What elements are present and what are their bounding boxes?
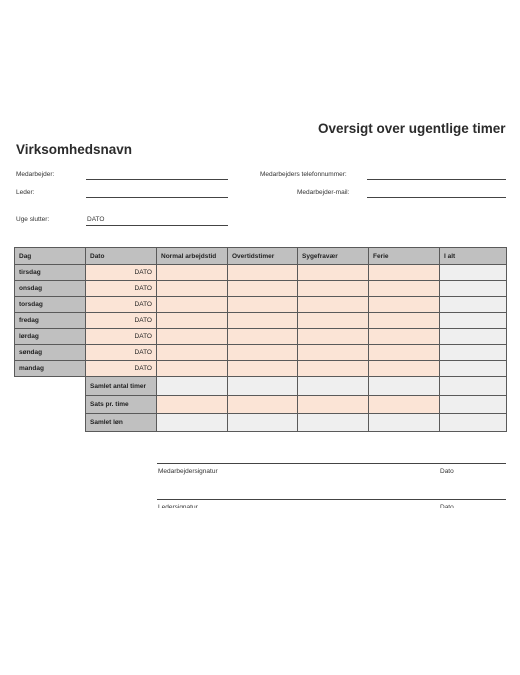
total-overtime-cell <box>228 377 298 396</box>
manager-signature-line[interactable] <box>157 499 506 500</box>
document-title: Oversigt over ugentlige timer <box>318 121 506 136</box>
total-cell <box>440 345 507 361</box>
regular-hours-cell[interactable] <box>157 265 228 281</box>
vacation-cell[interactable] <box>369 361 440 377</box>
total-vacation-cell <box>369 377 440 396</box>
grand-total-hours-cell <box>440 377 507 396</box>
col-header-day: Dag <box>15 248 86 265</box>
total-cell <box>440 361 507 377</box>
col-header-regular: Normal arbejdstid <box>157 248 228 265</box>
vacation-cell[interactable] <box>369 281 440 297</box>
pay-vacation-cell <box>369 414 440 432</box>
sick-cell[interactable] <box>298 345 369 361</box>
overtime-cell[interactable] <box>228 313 298 329</box>
date-cell[interactable]: DATO <box>86 313 157 329</box>
regular-hours-cell[interactable] <box>157 329 228 345</box>
vacation-cell[interactable] <box>369 345 440 361</box>
col-header-date: Dato <box>86 248 157 265</box>
timesheet-table <box>14 247 507 432</box>
page-cutoff-area <box>0 508 520 675</box>
overtime-cell[interactable] <box>228 329 298 345</box>
manager-field[interactable] <box>86 197 228 198</box>
employee-signature-line[interactable] <box>157 463 506 464</box>
rate-vacation-cell[interactable] <box>369 396 440 414</box>
overtime-cell[interactable] <box>228 345 298 361</box>
week-ending-field[interactable] <box>86 225 228 226</box>
regular-hours-cell[interactable] <box>157 361 228 377</box>
date-cell[interactable]: DATO <box>86 345 157 361</box>
table-row <box>15 313 507 329</box>
total-hours-label: Samlet antal timer <box>86 377 157 396</box>
total-cell <box>440 313 507 329</box>
total-regular-cell <box>157 377 228 396</box>
col-header-sick: Sygefravær <box>298 248 369 265</box>
hourly-rate-label: Sats pr. time <box>86 396 157 414</box>
col-header-overtime: Overtidstimer <box>228 248 298 265</box>
rate-overtime-cell[interactable] <box>228 396 298 414</box>
table-row <box>15 345 507 361</box>
week-ending-label: Uge slutter: <box>16 216 50 223</box>
manager-label: Leder: <box>16 189 35 196</box>
day-cell: mandag <box>15 361 86 377</box>
summary-row-pay <box>15 414 507 432</box>
total-pay-label: Samlet løn <box>86 414 157 432</box>
sick-cell[interactable] <box>298 361 369 377</box>
table-row <box>15 297 507 313</box>
total-cell <box>440 329 507 345</box>
total-cell <box>440 297 507 313</box>
company-name: Virksomhedsnavn <box>16 142 133 157</box>
rate-regular-cell[interactable] <box>157 396 228 414</box>
day-cell: torsdag <box>15 297 86 313</box>
vacation-cell[interactable] <box>369 297 440 313</box>
vacation-cell[interactable] <box>369 313 440 329</box>
employee-signature-date-label: Dato <box>440 468 454 475</box>
date-cell[interactable]: DATO <box>86 361 157 377</box>
summary-row-total-hours <box>15 377 507 396</box>
col-header-total: I alt <box>440 248 507 265</box>
employee-email-field[interactable] <box>367 197 506 198</box>
pay-sick-cell <box>298 414 369 432</box>
overtime-cell[interactable] <box>228 361 298 377</box>
sick-cell[interactable] <box>298 313 369 329</box>
table-row <box>15 361 507 377</box>
grand-total-pay-cell <box>440 414 507 432</box>
total-sick-cell <box>298 377 369 396</box>
employee-email-label: Medarbejder-mail: <box>297 189 350 196</box>
table-row <box>15 281 507 297</box>
week-ending-value[interactable]: DATO <box>87 216 105 223</box>
table-row <box>15 265 507 281</box>
overtime-cell[interactable] <box>228 297 298 313</box>
pay-regular-cell <box>157 414 228 432</box>
sick-cell[interactable] <box>298 297 369 313</box>
regular-hours-cell[interactable] <box>157 313 228 329</box>
regular-hours-cell[interactable] <box>157 297 228 313</box>
date-cell[interactable]: DATO <box>86 281 157 297</box>
table-row <box>15 329 507 345</box>
employee-phone-label: Medarbejders telefonnummer: <box>260 171 347 178</box>
day-cell: fredag <box>15 313 86 329</box>
overtime-cell[interactable] <box>228 265 298 281</box>
regular-hours-cell[interactable] <box>157 345 228 361</box>
sick-cell[interactable] <box>298 281 369 297</box>
table-header-row <box>15 248 507 265</box>
regular-hours-cell[interactable] <box>157 281 228 297</box>
sick-cell[interactable] <box>298 329 369 345</box>
vacation-cell[interactable] <box>369 265 440 281</box>
day-cell: onsdag <box>15 281 86 297</box>
date-cell[interactable]: DATO <box>86 329 157 345</box>
employee-label: Medarbejder: <box>16 171 55 178</box>
employee-signature-label: Medarbejdersignatur <box>158 468 218 475</box>
total-cell <box>440 281 507 297</box>
vacation-cell[interactable] <box>369 329 440 345</box>
day-cell: søndag <box>15 345 86 361</box>
date-cell[interactable]: DATO <box>86 297 157 313</box>
day-cell: lørdag <box>15 329 86 345</box>
sick-cell[interactable] <box>298 265 369 281</box>
employee-field[interactable] <box>86 179 228 180</box>
rate-total-cell <box>440 396 507 414</box>
total-cell <box>440 265 507 281</box>
summary-row-rate <box>15 396 507 414</box>
rate-sick-cell[interactable] <box>298 396 369 414</box>
col-header-vacation: Ferie <box>369 248 440 265</box>
employee-phone-field[interactable] <box>367 179 506 180</box>
overtime-cell[interactable] <box>228 281 298 297</box>
day-cell: tirsdag <box>15 265 86 281</box>
pay-overtime-cell <box>228 414 298 432</box>
date-cell[interactable]: DATO <box>86 265 157 281</box>
